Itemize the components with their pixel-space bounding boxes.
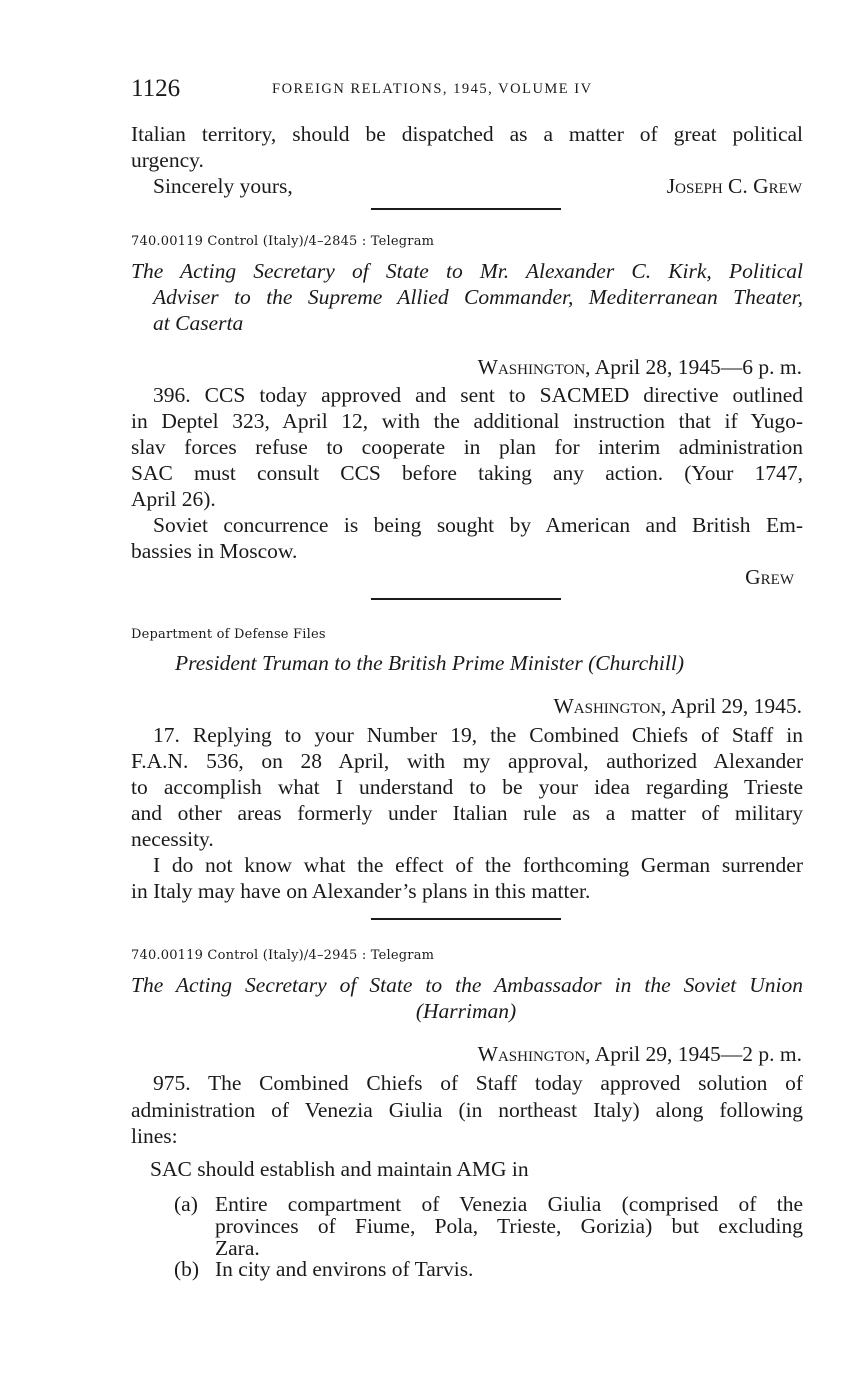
file-reference: 740.00119 Control (Italy)/4–2845 : Telegram bbox=[131, 234, 435, 249]
intro-line: SAC should establish and maintain AMG in bbox=[150, 1157, 529, 1181]
dateline-date: April 29, 1945. bbox=[670, 694, 802, 718]
section-divider bbox=[371, 208, 561, 210]
paragraph-line: SAC must consult CCS before taking any action. (Your 1747, bbox=[131, 461, 803, 485]
paragraph-line: to accomplish what I understand to be your idea regarding Trieste bbox=[131, 775, 803, 799]
document-heading: The Acting Secretary of State to the Ambassador in the Soviet Union bbox=[131, 973, 803, 997]
paragraph-line: in Italy may have on Alexander’s plans in this matter. bbox=[131, 879, 591, 903]
paragraph-line: Soviet concurrence is being sought by American and British Em- bbox=[153, 513, 803, 537]
document-heading: at Caserta bbox=[153, 311, 244, 335]
paragraph-line: slav forces refuse to cooperate in plan for interim administration bbox=[131, 435, 803, 459]
file-reference: Department of Defense Files bbox=[131, 627, 326, 642]
paragraph-line: April 26). bbox=[131, 487, 216, 511]
closing: Sincerely yours, bbox=[153, 174, 293, 198]
paragraph-line: bassies in Moscow. bbox=[131, 539, 298, 563]
signature: Joseph C. Grew bbox=[666, 174, 802, 198]
document-heading: (Harriman) bbox=[415, 999, 517, 1023]
carryover-line: Italian territory, should be dispatched as a matter of great political bbox=[131, 122, 803, 146]
page-number: 1126 bbox=[131, 75, 181, 102]
paragraph-line: and other areas formerly under Italian rule as a matter of military bbox=[131, 801, 803, 825]
list-label: (a) bbox=[174, 1192, 198, 1216]
section-divider bbox=[371, 598, 561, 600]
file-reference: 740.00119 Control (Italy)/4–2945 : Telegram bbox=[131, 948, 435, 963]
paragraph-line: I do not know what the effect of the forthcoming German surrender bbox=[153, 853, 803, 877]
dateline-date: April 28, 1945—6 p. m. bbox=[594, 355, 802, 379]
dateline bbox=[554, 693, 803, 719]
signature: Grew bbox=[745, 565, 794, 589]
paragraph-line: 17. Replying to your Number 19, the Combined Chiefs of Staff in bbox=[153, 723, 803, 747]
paragraph-line: 975. The Combined Chiefs of Staff today approved solution of bbox=[153, 1071, 803, 1095]
list-item-line: Zara. bbox=[215, 1236, 260, 1260]
paragraph-line: 396. CCS today approved and sent to SACMED directive outlined bbox=[153, 383, 803, 407]
paragraph-line: lines: bbox=[131, 1124, 178, 1148]
paragraph-line: administration of Venezia Giulia (in northeast Italy) along following bbox=[131, 1098, 803, 1122]
dateline-place: Washington, bbox=[553, 694, 667, 718]
list-item-line: In city and environs of Tarvis. bbox=[215, 1257, 474, 1281]
dateline-place: Washington, bbox=[477, 1042, 591, 1066]
paragraph-line: necessity. bbox=[131, 827, 214, 851]
paragraph-line: F.A.N. 536, on 28 April, with my approval, authorized Alexander bbox=[131, 749, 803, 773]
running-title: FOREIGN RELATIONS, 1945, VOLUME IV bbox=[272, 81, 593, 97]
list-label: (b) bbox=[174, 1257, 200, 1281]
dateline bbox=[478, 354, 802, 380]
dateline bbox=[478, 1041, 802, 1067]
section-divider bbox=[371, 918, 561, 920]
document-heading: The Acting Secretary of State to Mr. Alexander C. Kirk, Political bbox=[131, 259, 803, 283]
carryover-line: urgency. bbox=[131, 148, 204, 172]
dateline-place: Washington, bbox=[477, 355, 591, 379]
list-item-line: Entire compartment of Venezia Giulia (comprised of the bbox=[215, 1192, 803, 1216]
document-heading: Adviser to the Supreme Allied Commander, Mediterranean Theater, bbox=[153, 285, 803, 309]
dateline-date: April 29, 1945—2 p. m. bbox=[594, 1042, 802, 1066]
document-heading: President Truman to the British Prime Minister (Churchill) bbox=[175, 651, 685, 675]
paragraph-line: in Deptel 323, April 12, with the additional instruction that if Yugo- bbox=[131, 409, 803, 433]
list-item-line: provinces of Fiume, Pola, Trieste, Gorizia) but excluding bbox=[215, 1214, 803, 1238]
